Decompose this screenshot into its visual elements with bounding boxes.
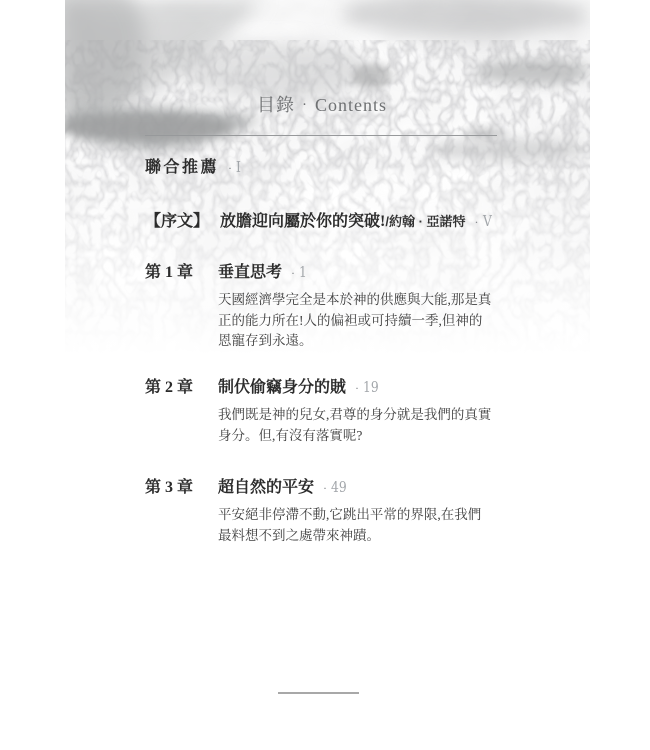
description-line: 平安絕非停滯不動,它跳出平常的界限,在我們 bbox=[218, 507, 482, 522]
page-title bbox=[0, 96, 644, 115]
description-line: 身分。但,有沒有落實呢? bbox=[218, 427, 363, 443]
toc-entry-chapter-2 bbox=[145, 380, 491, 446]
chapter-title-line bbox=[218, 380, 491, 396]
preface-title: 放膽迎向屬於你的突破! bbox=[220, 213, 386, 230]
chapter-description bbox=[218, 505, 481, 546]
chapter-label: 第 2 章 bbox=[145, 379, 194, 396]
chapter-description bbox=[218, 405, 491, 446]
page-number: V bbox=[482, 212, 492, 230]
toc-entry-preface bbox=[145, 214, 493, 230]
chapter-label: 第 3 章 bbox=[145, 479, 194, 496]
page-bottom-rule bbox=[278, 692, 359, 694]
chapter-title: 超自然的平安 bbox=[218, 479, 315, 496]
page-number: 1 bbox=[299, 263, 307, 281]
description-line: 最料想不到之處帶來神蹟。 bbox=[218, 527, 380, 543]
toc-entry-chapter-1 bbox=[145, 265, 491, 352]
chapter-title-line bbox=[218, 480, 481, 496]
page-title-separator: · bbox=[301, 97, 308, 113]
page-dot: · bbox=[323, 481, 328, 495]
entry-label: 聯合推薦 bbox=[145, 159, 220, 176]
page-number: 19 bbox=[363, 378, 379, 396]
description-line: 正的能力所在!人的偏袒或可持續一季,但神的 bbox=[218, 312, 483, 328]
page-number: 49 bbox=[331, 478, 347, 496]
chapter-body bbox=[218, 265, 491, 352]
chapter-title: 垂直思考 bbox=[218, 264, 283, 281]
header-divider-rule bbox=[145, 135, 497, 136]
chapter-title: 制伏偷竊身分的賊 bbox=[218, 379, 347, 396]
chapter-body bbox=[218, 380, 491, 446]
chapter-body bbox=[218, 480, 481, 546]
description-line: 天國經濟學完全是本於神的供應與大能,那是真 bbox=[218, 292, 492, 307]
chapter-title-line bbox=[218, 265, 491, 281]
chapter-label: 第 1 章 bbox=[145, 264, 194, 281]
page-dot: · bbox=[228, 161, 233, 175]
page-dot: · bbox=[474, 215, 479, 229]
entry-label: 【序文】 bbox=[145, 213, 210, 230]
chapter-description bbox=[218, 290, 491, 352]
page-title-en: Contents bbox=[314, 95, 387, 115]
preface-author: /約翰 · 亞諾特 bbox=[385, 214, 466, 229]
page-number: I bbox=[236, 158, 241, 176]
page-dot: · bbox=[291, 266, 296, 280]
description-line: 恩寵存到永遠。 bbox=[218, 333, 313, 348]
description-line: 我們既是神的兒女,君尊的身分就是我們的真實 bbox=[218, 407, 492, 422]
toc-entry-chapter-3 bbox=[145, 480, 481, 546]
page-dot: · bbox=[355, 381, 360, 395]
toc-entry-recommendations bbox=[145, 160, 242, 176]
page-title-cjk: 目錄 bbox=[256, 95, 295, 115]
